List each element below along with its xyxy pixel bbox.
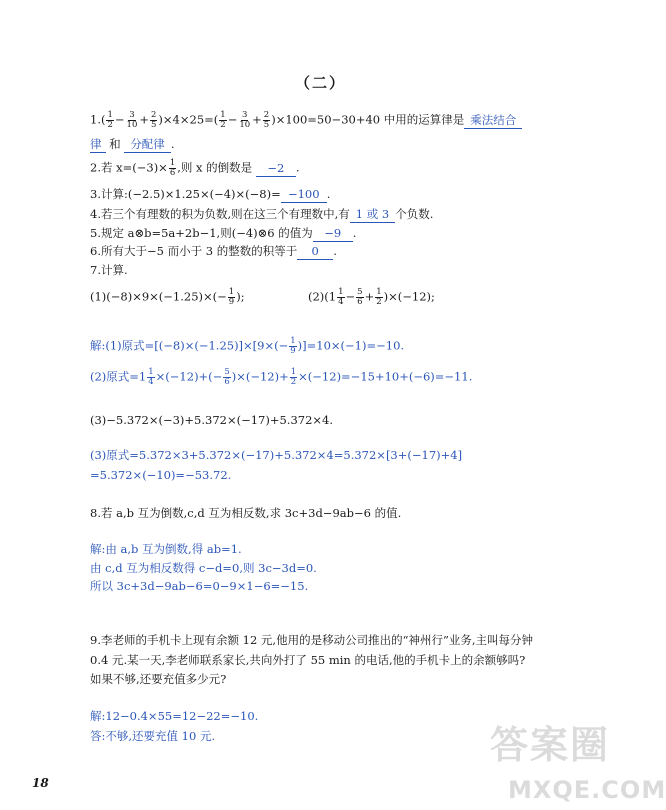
answer-blank: 律 xyxy=(90,136,106,153)
watermark-url-text: MXQE.COM xyxy=(508,776,666,804)
fraction: $\frac{3}{10}$ xyxy=(126,110,138,130)
question-4: 4.若三个有理数的积为负数,则在这三个有理数中,有 1 或 3 个负数. xyxy=(90,207,434,221)
solution-8-line-3: 所以 3c+3d−9ab−6=0−9×1−6=−15. xyxy=(90,579,309,593)
question-8: 8.若 a,b 互为倒数,c,d 互为相反数,求 3c+3d−9ab−6 的值. xyxy=(90,506,402,520)
fraction: $\frac{1}{2}$ xyxy=(220,110,226,130)
solution-8-line-2: 由 c,d 互为相反数得 c−d=0,则 3c−3d=0. xyxy=(90,561,317,575)
question-9-line-2: 0.4 元.某一天,李老师联系家长,共向外打了 55 min 的电话,他的手机卡上的余额够吗? xyxy=(90,653,526,667)
fraction: $\frac{5}{6}$ xyxy=(224,367,230,387)
question-7-heading: 7.计算. xyxy=(90,263,128,277)
fraction: $\frac{1}{2}$ xyxy=(290,367,297,387)
solution-8-line-1: 解:由 a,b 互为倒数,得 ab=1. xyxy=(90,542,242,556)
solution-7-2: (2)原式=1 $\frac{1}{4}$ ×(−12)+(− $\frac{5}{6}$ )×(−12)+ $\frac{1}{2}$ ×(−12)=−15+10+(−6)=−11. xyxy=(90,367,473,387)
fraction: $\frac{2}{5}$ xyxy=(263,110,270,130)
answer-blank: 乘法结合 xyxy=(464,112,522,129)
answer-blank: −2 xyxy=(256,160,296,177)
question-5: 5.规定 a⊗b=5a+2b−1,则(−4)⊗6 的值为 −9 . xyxy=(90,226,357,240)
question-1-line-1: 1.( $\frac{1}{2}$ − $\frac{3}{10}$ + $\frac{2}{5}$ )×4×25=( $\frac{1}{2}$ − $\frac{3}{10}$ + $\frac{2}{5}$ )×100=50−30+40 中用的运算律是 乘法结合 xyxy=(90,111,522,130)
fraction: $\frac{1}{9}$ xyxy=(290,336,296,356)
question-9-line-1: 9.李老师的手机卡上现有余额 12 元,他用的是移动公司推出的“神州行”业务,主叫每分钟 xyxy=(90,633,533,647)
solution-9-line-1: 解:12−0.4×55=12−22=−10. xyxy=(90,709,259,723)
solution-7-1: 解:(1)原式=[(−8)×(−1.25)]×[9×(− $\frac{1}{9}$ )]=10×(−1)=−10. xyxy=(90,336,405,356)
fraction: $\frac{2}{5}$ xyxy=(151,110,157,130)
solution-7-3-line-1: (3)原式=5.372×3+5.372×(−17)+5.372×4=5.372×[3+(−17)+4] xyxy=(90,448,463,462)
fraction: $\frac{1}{4}$ xyxy=(148,367,154,387)
fraction: $\frac{1}{2}$ xyxy=(107,110,113,130)
answer-blank: 0 xyxy=(297,243,333,260)
watermark-chinese-text: 答案圈 xyxy=(490,723,611,767)
fraction: $\frac{5}{6}$ xyxy=(357,287,363,307)
question-7-part-2: (2)(1 $\frac{1}{4}$ − $\frac{5}{6}$ + $\frac{1}{2}$ )×(−12); xyxy=(308,287,435,307)
section-title: （二） xyxy=(294,74,346,92)
question-7-part-1: (1)(−8)×9×(−1.25)×(− $\frac{1}{9}$ ); xyxy=(90,287,245,307)
answer-blank: 分配律 xyxy=(124,136,171,153)
page-number: 18 xyxy=(32,776,49,790)
fraction: $\frac{1}{9}$ xyxy=(228,287,235,307)
watermark-logo xyxy=(430,710,666,806)
question-3: 3.计算:(−2.5)×1.25×(−4)×(−8)= −100 . xyxy=(90,187,331,201)
question-6: 6.所有大于−5 而小于 3 的整数的积等于 0 . xyxy=(90,244,337,258)
question-7-part-3: (3)−5.372×(−3)+5.372×(−17)+5.372×4. xyxy=(90,413,334,427)
solution-9-line-2: 答:不够,还要充值 10 元. xyxy=(90,729,216,743)
fraction: $\frac{3}{10}$ xyxy=(239,110,251,130)
question-9-line-3: 如果不够,还要充值多少元? xyxy=(90,672,227,686)
answer-blank: −100 xyxy=(281,186,327,203)
answer-blank: −9 xyxy=(313,225,353,242)
solution-7-3-line-2: =5.372×(−10)=−53.72. xyxy=(90,468,232,482)
answer-blank: 1 或 3 xyxy=(350,206,395,223)
question-2: 2.若 x=(−3)× $\frac{1}{6}$ ,则 x 的倒数是 −2 . xyxy=(90,158,300,178)
fraction: $\frac{1}{2}$ xyxy=(376,287,382,307)
fraction: $\frac{1}{6}$ xyxy=(169,158,176,178)
question-1-line-2: 律 和 分配律 . xyxy=(90,137,175,151)
fraction: $\frac{1}{4}$ xyxy=(338,287,344,307)
